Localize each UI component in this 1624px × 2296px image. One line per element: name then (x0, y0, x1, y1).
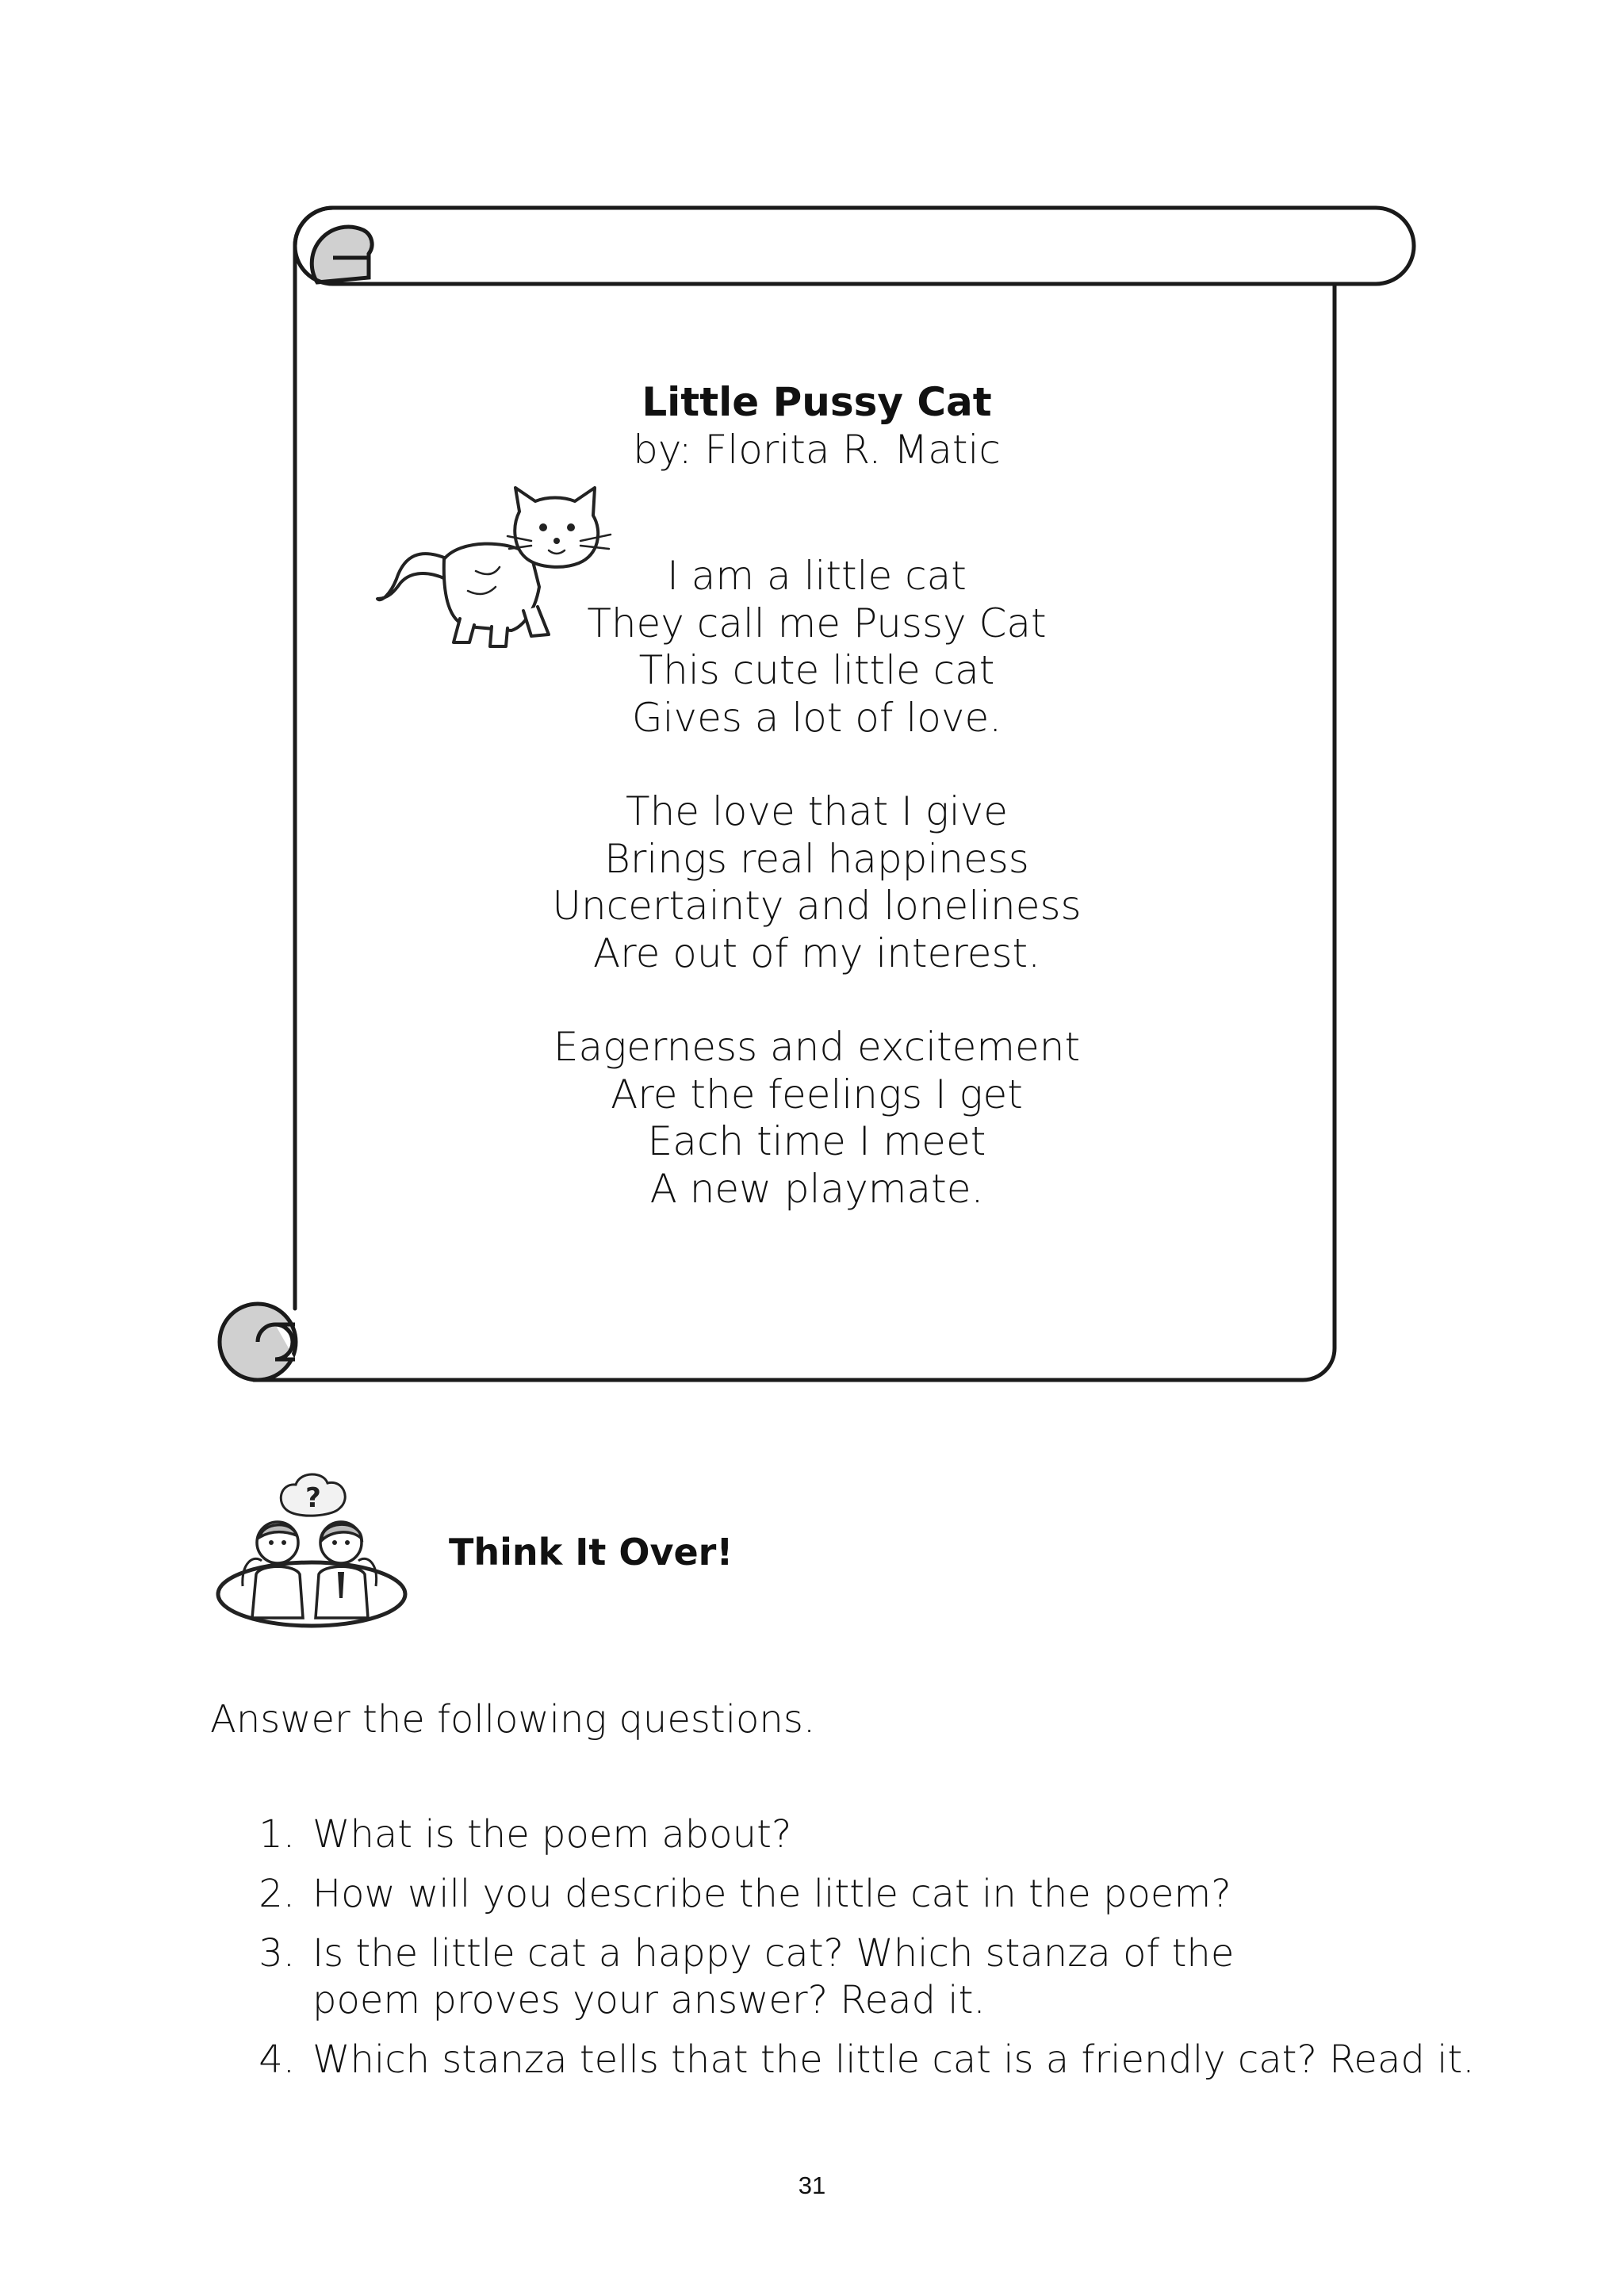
poem-stanza (492, 553, 1142, 742)
poem-author: by: Florita R. Matic (633, 426, 1001, 473)
poem (492, 379, 1142, 1259)
poem-line: Each time I meet (647, 1118, 986, 1164)
poem-line: A new playmate. (649, 1165, 984, 1212)
poem-stanza (492, 1024, 1142, 1213)
list-item (238, 1811, 1475, 1858)
question-mark-glyph: ? (305, 1482, 321, 1514)
question-number: 2. (259, 1872, 295, 1916)
page-number: 31 (798, 2171, 826, 2199)
question-number: 4. (259, 2037, 295, 2082)
poem-line: This cute little cat (638, 647, 995, 693)
question-text: Is the little cat a happy cat? Which stanza of the poem proves your answer? Read it. (312, 1931, 1235, 2022)
poem-line: Eagerness and excitement (553, 1024, 1081, 1070)
question-text: What is the poem about? (312, 1812, 792, 1857)
poem-line: The love that I give (626, 788, 1008, 834)
question-number: 1. (259, 1812, 295, 1857)
poem-line: I am a little cat (667, 553, 967, 599)
poem-line: Uncertainty and loneliness (552, 883, 1082, 929)
section-heading: Think It Over! (449, 1531, 733, 1573)
question-text: How will you describe the little cat in the poem? (312, 1872, 1231, 1916)
poem-stanza (492, 788, 1142, 977)
poem-line: Gives a lot of love. (631, 694, 1002, 741)
poem-title: Little Pussy Cat (642, 379, 992, 425)
list-item (238, 1930, 1300, 2024)
poem-line: They call me Pussy Cat (587, 600, 1047, 646)
list-item (238, 2037, 1475, 2083)
poem-line: Brings real happiness (604, 835, 1029, 882)
thinking-children-illustration (213, 1467, 411, 1634)
poem-line: Are the feelings I get (611, 1071, 1023, 1117)
question-number: 3. (259, 1931, 295, 1976)
poem-line: Are out of my interest. (592, 930, 1041, 976)
list-item (238, 1871, 1475, 1918)
question-list (238, 1811, 1475, 2096)
instruction-text: Answer the following questions. (210, 1697, 816, 1742)
question-text: Which stanza tells that the little cat is a friendly cat? Read it. (312, 2037, 1475, 2082)
